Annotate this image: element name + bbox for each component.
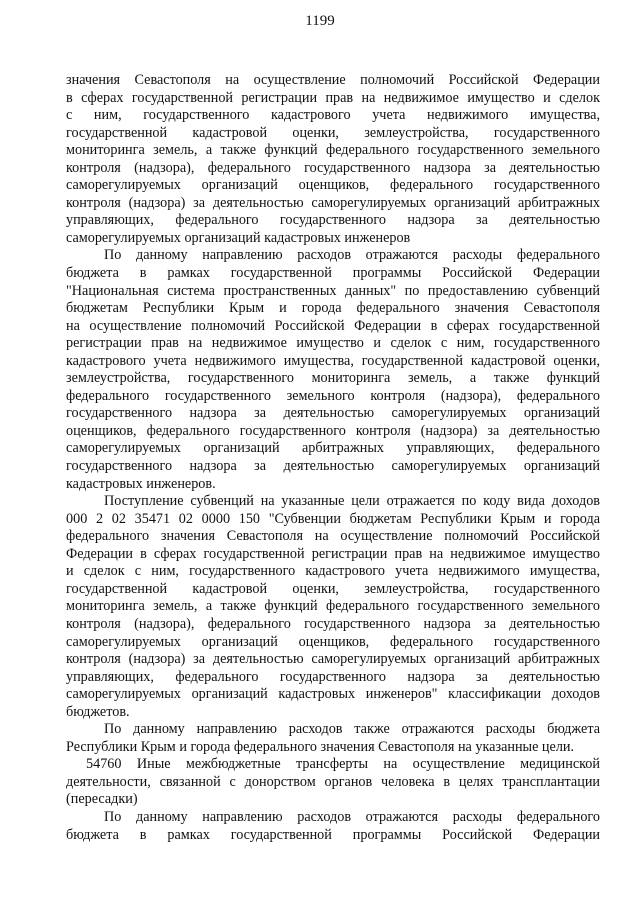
text-line: "Национальная система пространственных данных" по предоставлению субвенций (66, 282, 600, 299)
text-line: деятельности, связанной с донорством органов человека в целях трансплантации (66, 773, 600, 790)
text-line: с ним, государственного кадастрового учета недвижимого имущества, (66, 107, 600, 124)
text-line: бюджета в рамках государственной программы Российской Федерации (66, 826, 600, 843)
text-line: бюджетов. (66, 703, 130, 720)
text-line: управляющих, федерального государственного надзора за деятельностью (66, 212, 600, 229)
text-line: государственной кадастровой оценки, землеустройства, государственного (66, 580, 600, 597)
text-line: По данному направлению расходов отражаются расходы федерального (104, 808, 600, 825)
text-line: контроля (надзора) за деятельностью саморегулируемых организаций арбитражных (66, 651, 600, 668)
text-line: кадастровых инженеров. (66, 475, 216, 492)
text-line: на осуществление полномочий Российской Федерации в сферах государственной (66, 317, 600, 334)
text-line: землеустройства, государственного мониторинга земель, а также функций (66, 370, 600, 387)
text-line: федерального государственного земельного контроля (надзора), федерального (66, 387, 600, 404)
text-line: Поступление субвенций на указанные цели отражается по коду вида доходов (104, 493, 600, 510)
page-number: 1199 (305, 13, 335, 29)
text-line: По данному направлению расходов также отражаются расходы бюджета (104, 721, 600, 738)
text-line: управляющих, федерального государственного надзора за деятельностью (66, 668, 600, 685)
text-line: кадастрового учета недвижимого имущества, государственной кадастровой оценки, (66, 352, 600, 369)
text-line: бюджета в рамках государственной программы Российской Федерации (66, 265, 600, 282)
text-line: Федерации в сферах государственной регистрации прав на недвижимое имущество (66, 545, 600, 562)
text-line: контроля (надзора), федерального государственного надзора за деятельностью (66, 615, 600, 632)
text-line: в сферах государственной регистрации прав на недвижимое имущество и сделок (66, 89, 600, 106)
text-line: контроля (надзора), федерального государственного надзора за деятельностью (66, 159, 600, 176)
text-line: оценщиков, федерального государственного контроля (надзора) за деятельностью (66, 422, 600, 439)
text-line: саморегулируемых организаций кадастровых инженеров" классификации доходов (66, 686, 600, 703)
text-line: По данному направлению расходов отражаются расходы федерального (104, 247, 600, 264)
text-line: и сделок с ним, государственного кадастрового учета недвижимого имущества, (66, 563, 600, 580)
text-line: государственной кадастровой оценки, землеустройства, государственного (66, 124, 600, 141)
text-line: саморегулируемых организаций оценщиков, федерального государственного (66, 177, 600, 194)
text-line: мониторинга земель, а также функций федерального государственного земельного (66, 598, 600, 615)
text-line: саморегулируемых организаций кадастровых инженеров (66, 229, 411, 246)
text-line: государственного надзора за деятельностью саморегулируемых организаций (66, 405, 600, 422)
text-line: регистрации прав на недвижимое имущество и сделок с ним, государственного (66, 335, 600, 352)
text-line: 54760 Иные межбюджетные трансферты на осуществление медицинской (86, 756, 600, 773)
body-text (66, 72, 600, 844)
text-line: государственного надзора за деятельностью саморегулируемых организаций (66, 458, 600, 475)
text-line: мониторинга земель, а также функций федерального государственного земельного (66, 142, 600, 159)
text-line: бюджетам Республики Крым и города федерального значения Севастополя (66, 300, 600, 317)
text-line: Республики Крым и города федерального значения Севастополя на указанные цели. (66, 738, 575, 755)
text-line: саморегулируемых организаций оценщиков, федерального государственного (66, 633, 600, 650)
text-line: значения Севастополя на осуществление полномочий Российской Федерации (66, 72, 600, 88)
text-line: федерального значения Севастополя на осуществление полномочий Российской (66, 528, 600, 545)
text-line: саморегулируемых организаций арбитражных управляющих, федерального (66, 440, 600, 457)
text-line: (пересадки) (66, 791, 138, 808)
text-line: контроля (надзора) за деятельностью саморегулируемых организаций арбитражных (66, 194, 600, 211)
text-line: 000 2 02 35471 02 0000 150 "Субвенции бюджетам Республики Крым и города (66, 510, 600, 527)
